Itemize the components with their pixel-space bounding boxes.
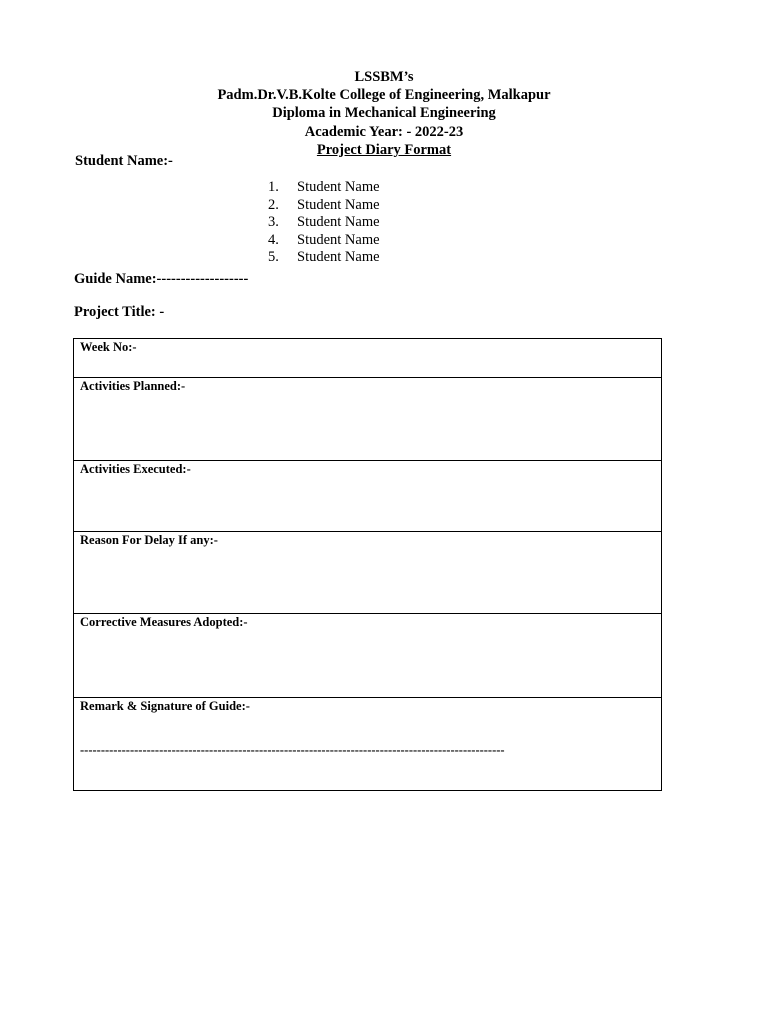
list-item	[268, 249, 380, 267]
reason-delay-label: Reason For Delay If any:-	[80, 533, 218, 547]
remark-signature-label: Remark & Signature of Guide:-	[80, 699, 250, 713]
list-number: 4.	[268, 231, 279, 248]
list-number: 1.	[268, 179, 279, 195]
project-title-label: Project Title: -	[74, 304, 165, 320]
list-item	[268, 197, 380, 215]
signature-line: ------------------------------------------------------------------------------------------------------	[80, 743, 505, 757]
corrective-measures-row	[74, 614, 661, 698]
week-no-label: Week No:-	[80, 340, 137, 354]
activities-executed-label: Activities Executed:-	[80, 462, 191, 476]
department-name: Diploma in Mechanical Engineering	[272, 105, 496, 122]
student-name: Student Name	[297, 214, 380, 231]
list-item	[268, 232, 380, 250]
student-name: Student Name	[297, 196, 380, 213]
project-diary-table	[73, 338, 662, 791]
reason-delay-row	[74, 532, 661, 614]
activities-planned-row	[74, 378, 661, 461]
student-name-label: Student Name:-	[75, 153, 173, 169]
student-name: Student Name	[297, 179, 380, 195]
remark-signature-row	[74, 698, 661, 790]
corrective-measures-label: Corrective Measures Adopted:-	[80, 615, 248, 629]
list-number: 5.	[268, 249, 279, 266]
document-header	[0, 68, 768, 159]
list-number: 3.	[268, 214, 279, 231]
student-list	[268, 179, 380, 267]
academic-year: Academic Year: - 2022-23	[304, 123, 464, 140]
document-title: Project Diary Format	[316, 141, 452, 158]
college-name: Padm.Dr.V.B.Kolte College of Engineering, Malkapur	[217, 87, 551, 104]
guide-name-label: Guide Name:-------------------	[74, 271, 249, 287]
list-item	[268, 214, 380, 232]
activities-executed-row	[74, 461, 661, 532]
institution-short-name: LSSBM’s	[354, 69, 414, 85]
activities-planned-label: Activities Planned:-	[80, 379, 186, 393]
list-number: 2.	[268, 196, 279, 213]
list-item	[268, 179, 380, 197]
student-name: Student Name	[297, 249, 380, 266]
student-name: Student Name	[297, 231, 380, 248]
week-no-row	[74, 339, 661, 378]
